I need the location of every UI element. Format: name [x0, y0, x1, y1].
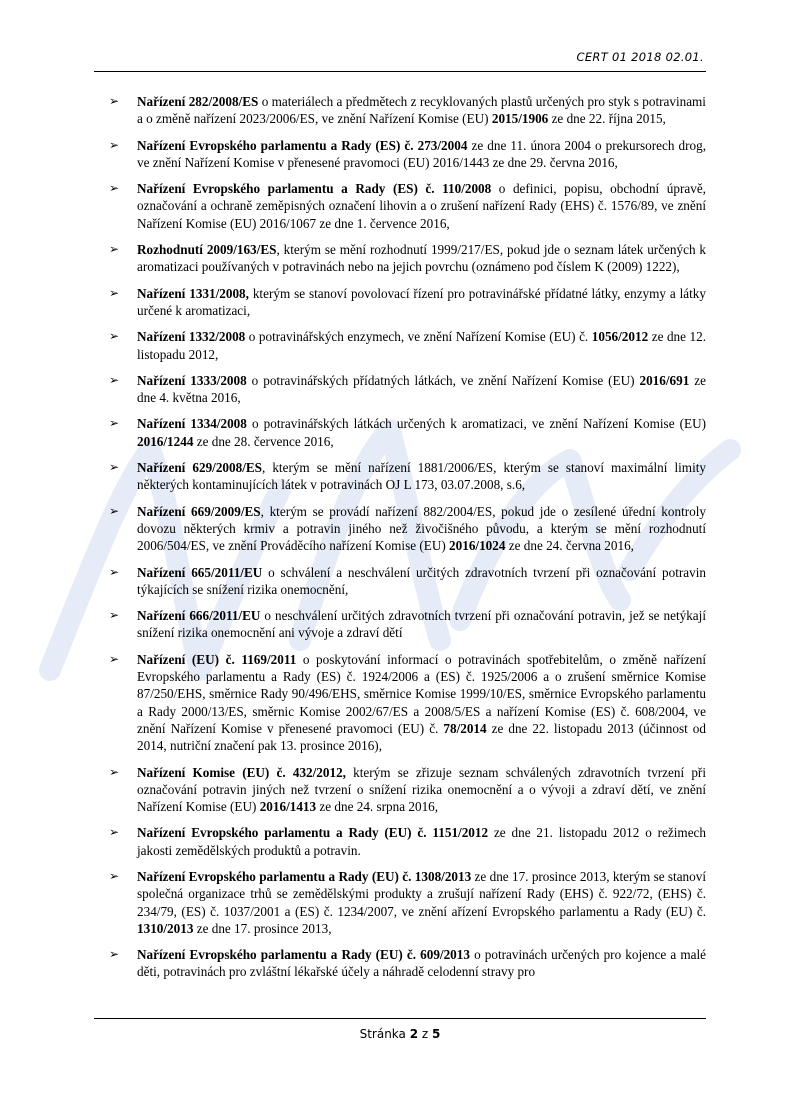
list-item — [109, 93, 706, 128]
regulation-reference: Nařízení 1332/2008 — [137, 329, 246, 345]
list-item — [109, 372, 706, 407]
current-page-number: 2 — [409, 1027, 419, 1041]
page-separator: z — [421, 1027, 429, 1041]
arrow-bullet-icon: ➢ — [109, 460, 120, 475]
arrow-bullet-icon: ➢ — [109, 285, 120, 300]
list-item — [109, 459, 706, 494]
regulation-text: o materiálech a předmětech z recyklovaných plastů určených pro styk s potravinami a o změně nařízení 2023/2006/ES, ve znění Nařízení Komise (EU) — [137, 94, 706, 127]
regulation-text: , kterým se provádí nařízení 882/2004/ES, pokud jde o zesílené úřední kontroly dovozu některých krmiv a potravin jiného než živočišného původu, a kterým se mění rozhodnutí 2006/504/ES, ve znění Prováděcího nařízení Komise (EU) — [137, 503, 706, 554]
regulation-reference: 2015/1906 — [491, 111, 549, 127]
regulation-reference: Nařízení Evropského parlamentu a Rady (EU) č. 1151/2012 — [137, 825, 489, 841]
arrow-bullet-icon: ➢ — [109, 503, 120, 518]
arrow-bullet-icon: ➢ — [109, 181, 120, 196]
list-item — [109, 285, 706, 320]
footer-rule — [94, 1018, 706, 1019]
regulation-text: o potravinářských enzymech, ve znění Nařízení Komise (EU) č. — [245, 329, 592, 345]
list-item — [109, 241, 706, 276]
arrow-bullet-icon: ➢ — [109, 764, 120, 779]
regulation-text: ze dne 4. května 2016, — [137, 372, 706, 406]
regulation-text: o potravinách určených pro kojence a malé děti, potravinách pro zvláštní lékařské účely a náhradě celodenní stravy pro — [137, 947, 706, 980]
list-item — [109, 137, 706, 172]
regulation-reference: 2016/1413 — [259, 799, 317, 815]
list-item — [109, 868, 706, 937]
arrow-bullet-icon: ➢ — [109, 651, 120, 666]
list-item — [109, 824, 706, 859]
regulation-text: kterým se stanoví povolovací řízení pro potravinářské přídatné látky, enzymy a látky určené k aromatizaci, — [137, 285, 706, 318]
regulation-text: o potravinářských látkách určených k aromatizaci, ve znění Nařízení Komise (EU) — [246, 416, 706, 432]
list-item — [109, 764, 706, 816]
arrow-bullet-icon: ➢ — [109, 329, 120, 344]
list-item — [109, 946, 706, 981]
arrow-bullet-icon: ➢ — [109, 242, 120, 257]
list-item — [109, 415, 706, 450]
regulation-text: o schválení a neschválení určitých zdravotních tvrzení při označování potravin týkajících se snížení rizika onemocnění, — [137, 564, 706, 597]
list-item — [109, 328, 706, 363]
regulation-reference: Nařízení 629/2008/ES — [137, 460, 262, 476]
regulation-reference: 1310/2013 — [137, 920, 194, 936]
regulation-reference: 2016/1244 — [137, 433, 194, 449]
total-pages-number: 5 — [432, 1027, 441, 1041]
document-code: CERT 01 2018 02.01. — [576, 50, 704, 64]
regulation-reference: Nařízení Evropského parlamentu a Rady (ES) č. 110/2008 — [137, 181, 492, 197]
regulation-text: ze dne 24. června 2016, — [505, 538, 634, 554]
regulation-list — [109, 93, 706, 990]
regulation-reference: Nařízení 282/2008/ES — [137, 94, 259, 109]
regulation-text: o neschválení určitých zdravotních tvrzení při označování potravin, jež se netýkají snížení rizika onemocnění ani vývoje a zdraví dětí — [137, 608, 706, 641]
regulation-reference: Nařízení Komise (EU) č. 432/2012, — [137, 764, 346, 780]
regulation-reference: Nařízení 669/2009/ES — [137, 503, 261, 519]
arrow-bullet-icon: ➢ — [109, 372, 120, 387]
arrow-bullet-icon: ➢ — [109, 868, 120, 883]
regulation-reference: Rozhodnutí 2009/163/ES — [137, 242, 277, 258]
arrow-bullet-icon: ➢ — [109, 608, 120, 623]
regulation-reference: Nařízení Evropského parlamentu a Rady (ES) č. 273/2004 — [137, 137, 468, 153]
regulation-text: ze dne 22. října 2015, — [548, 111, 666, 127]
regulation-text: o poskytování informací o potravinách spotřebitelům, o změně nařízení Evropského parlamentu a Rady (ES) č. 1924/2006 a (ES) č. 1925/2006 a o zrušení směrnice Komise 87/250/EHS, směrnice Rady 90/496/EHS, směrnice Komise 1999/10/ES, směrnice Evropského parlamentu a Rady 2000/13/ES, směrnic Komise 2002/67/ES a 2008/5/ES a nařízení Komise (ES) č. 608/2004, ve znění Nařízení Komise v přenesené pravomoci (EU) č. — [137, 651, 706, 736]
regulation-text: ze dne 28. července 2016, — [193, 433, 334, 449]
regulation-text: ze dne 11. února 2004 o prekursorech drog, ve znění Nařízení Komise v přenesené pravomoci (EU) 2016/1443 ze dne 29. června 2016, — [137, 137, 706, 170]
list-item — [109, 651, 706, 755]
regulation-text: o definici, popisu, obchodní úpravě, označování a ochraně zeměpisných označení lihovin a o zrušení nařízení Rady (EHS) č. 1576/89, ve znění Nařízení Komise (EU) 2016/1067 ze dne 1. července 2016, — [137, 181, 706, 231]
list-item — [109, 564, 706, 599]
regulation-text: ze dne 21. listopadu 2012 o režimech jakosti zemědělských produktů a potravin. — [137, 825, 706, 858]
arrow-bullet-icon: ➢ — [109, 947, 120, 962]
regulation-reference: 78/2014 — [443, 720, 487, 736]
arrow-bullet-icon: ➢ — [109, 825, 120, 840]
regulation-reference: Nařízení Evropského parlamentu a Rady (EU) č. 1308/2013 — [137, 868, 472, 884]
regulation-reference: Nařízení (EU) č. 1169/2011 — [137, 651, 297, 667]
regulation-text: ze dne 22. listopadu 2013 (účinnost od 2014, nutriční značení pak 13. prosince 2016), — [137, 720, 706, 754]
regulation-text: ze dne 24. srpna 2016, — [316, 799, 439, 815]
regulation-reference: Nařízení 665/2011/EU — [137, 564, 263, 580]
regulation-text: kterým se zřizuje seznam schválených zdravotních tvrzení při označování potravin jiných než tvrzení o snížení rizika onemocnění a o vývoji a zdraví dětí, ve znění Nařízení Komise (EU) — [137, 764, 706, 815]
regulation-text: o potravinářských přídatných látkách, ve znění Nařízení Komise (EU) — [246, 372, 640, 388]
regulation-reference: 2016/691 — [639, 372, 690, 388]
regulation-reference: Nařízení 1334/2008 — [137, 416, 247, 432]
arrow-bullet-icon: ➢ — [109, 137, 120, 152]
regulation-reference: 1056/2012 — [591, 329, 649, 345]
regulation-text: , kterým se mění rozhodnutí 1999/217/ES, pokud jde o seznam látek určených k aromatizaci používaných v potravinách nebo na jejich povrchu (oznámeno pod číslem K (2009) 1222), — [137, 242, 706, 275]
arrow-bullet-icon: ➢ — [109, 94, 120, 108]
list-item — [109, 607, 706, 642]
header-rule — [94, 71, 706, 72]
regulation-reference: Nařízení 666/2011/EU — [137, 608, 261, 624]
arrow-bullet-icon: ➢ — [109, 416, 120, 431]
regulation-reference: Nařízení Evropského parlamentu a Rady (EU) č. 609/2013 — [137, 947, 470, 963]
regulation-text: ze dne 12. listopadu 2012, — [137, 329, 706, 362]
regulation-reference: 2016/1024 — [449, 538, 506, 554]
regulation-text: , kterým se mění nařízení 1881/2006/ES, kterým se stanoví maximální limity některých kontaminujících látek v potravinách OJ L 173, 03.07.2008, s.6, — [137, 460, 706, 493]
arrow-bullet-icon: ➢ — [109, 564, 120, 579]
regulation-reference: Nařízení 1333/2008 — [137, 372, 247, 388]
page-label: Stránka — [359, 1027, 406, 1041]
list-item — [109, 503, 706, 555]
list-item — [109, 180, 706, 232]
regulation-text: ze dne 17. prosince 2013, kterým se stanoví společná organizace trhů se zemědělskými produkty a zrušují nařízení Rady (EHS) č. 922/72, (EHS) č. 234/79, (ES) č. 1037/2001 a (ES) č. 1234/2007, ve znění ařízení Evropského parlamentu a Rady (EU) č. — [137, 868, 706, 919]
regulation-reference: Nařízení 1331/2008, — [137, 285, 249, 301]
regulation-text: ze dne 17. prosince 2013, — [193, 920, 332, 936]
page-footer — [0, 1027, 800, 1041]
